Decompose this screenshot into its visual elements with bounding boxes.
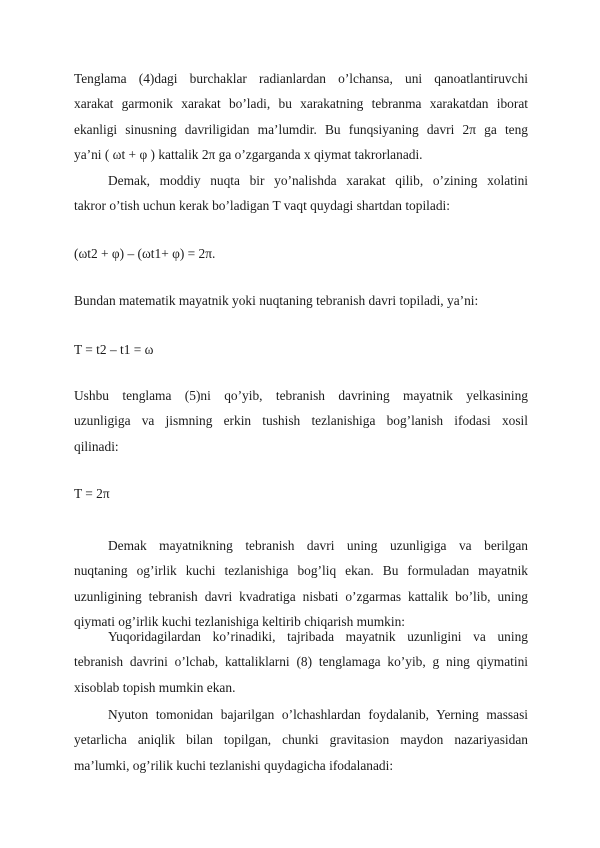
formula-phase-difference: (ωt2 + φ) – (ωt1+ φ) = 2π. [74, 246, 216, 261]
paragraph-3 [74, 288, 528, 313]
paragraph-6 [74, 624, 528, 700]
text-line: tebranish davrini o’lchab, kattaliklarni (8) tenglamaga ko’yib, g ning qiymatini [74, 654, 528, 670]
text-line: uzunligiga va jismning erkin tushish tezlanishiga bog’lanish ifodasi xosil [74, 413, 528, 429]
text-line: ekanligi sinusning davriligidan ma’lumdir. Bu funqsiyaning davri 2π ga teng [74, 121, 528, 137]
text-line: Tenglama (4)dagi burchaklar radianlardan o’lchansa, uni qanoatlantiruvchi [74, 71, 528, 86]
paragraph-7 [74, 702, 528, 778]
text-line: nuqtaning og’irlik kuchi tezlanishiga bog’liq ekan. Bu formuladan mayatnik [74, 563, 528, 579]
formula-period: T = t2 – t1 = ω [74, 342, 154, 357]
text-line: qilinadi: [74, 438, 119, 454]
text-line: Demak, moddiy nuqta bir yo’nalishda xarakat qilib, o’zining xolatini [108, 173, 528, 188]
text-line: Nyuton tomonidan bajarilgan o’lchashlardan foydalanib, Yerning massasi [108, 707, 528, 722]
text-line: Yuqoridagilardan ko’rinadiki, tajribada mayatnik uzunligini va uning [108, 629, 528, 644]
text-line: takror o’tish uchun kerak bo’ladigan T vaqt quydagi shartdan topiladi: [74, 198, 450, 214]
paragraph-1 [74, 66, 528, 168]
text-line: xisoblab topish mumkin ekan. [74, 679, 236, 695]
paragraph-2 [74, 168, 528, 219]
text-line: Demak mayatnikning tebranish davri uning uzunligiga va berilgan [108, 538, 528, 553]
text-line: qiymati og’irlik kuchi tezlanishiga keltirib chiqarish mumkin: [74, 614, 405, 630]
text-line: Bundan matematik mayatnik yoki nuqtaning tebranish davri topiladi, ya’ni: [74, 293, 479, 308]
text-line: uzunligining tebranish davri kvadratiga nisbati o’zgarmas kattalik bo’lib, uning [74, 588, 528, 604]
text-line: Ushbu tenglama (5)ni qo’yib, tebranish davrining mayatnik yelkasining [74, 388, 528, 403]
paragraph-4 [74, 383, 528, 459]
text-line: yetarlicha aniqlik bilan topilgan, chunki gravitasion maydon nazariyasidan [74, 732, 528, 748]
text-line: ya’ni ( ωt + φ ) kattalik 2π ga o’zgarganda x qiymat takrorlanadi. [74, 147, 423, 163]
text-line: ma’lumki, og’rilik kuchi tezlanishi quydagicha ifodalanadi: [74, 757, 394, 773]
formula-pendulum-period: T = 2π [74, 486, 110, 501]
paragraph-5 [74, 533, 528, 635]
text-line: xarakat garmonik xarakat bo’ladi, bu xarakatning tebranma xarakatdan iborat [74, 96, 528, 112]
